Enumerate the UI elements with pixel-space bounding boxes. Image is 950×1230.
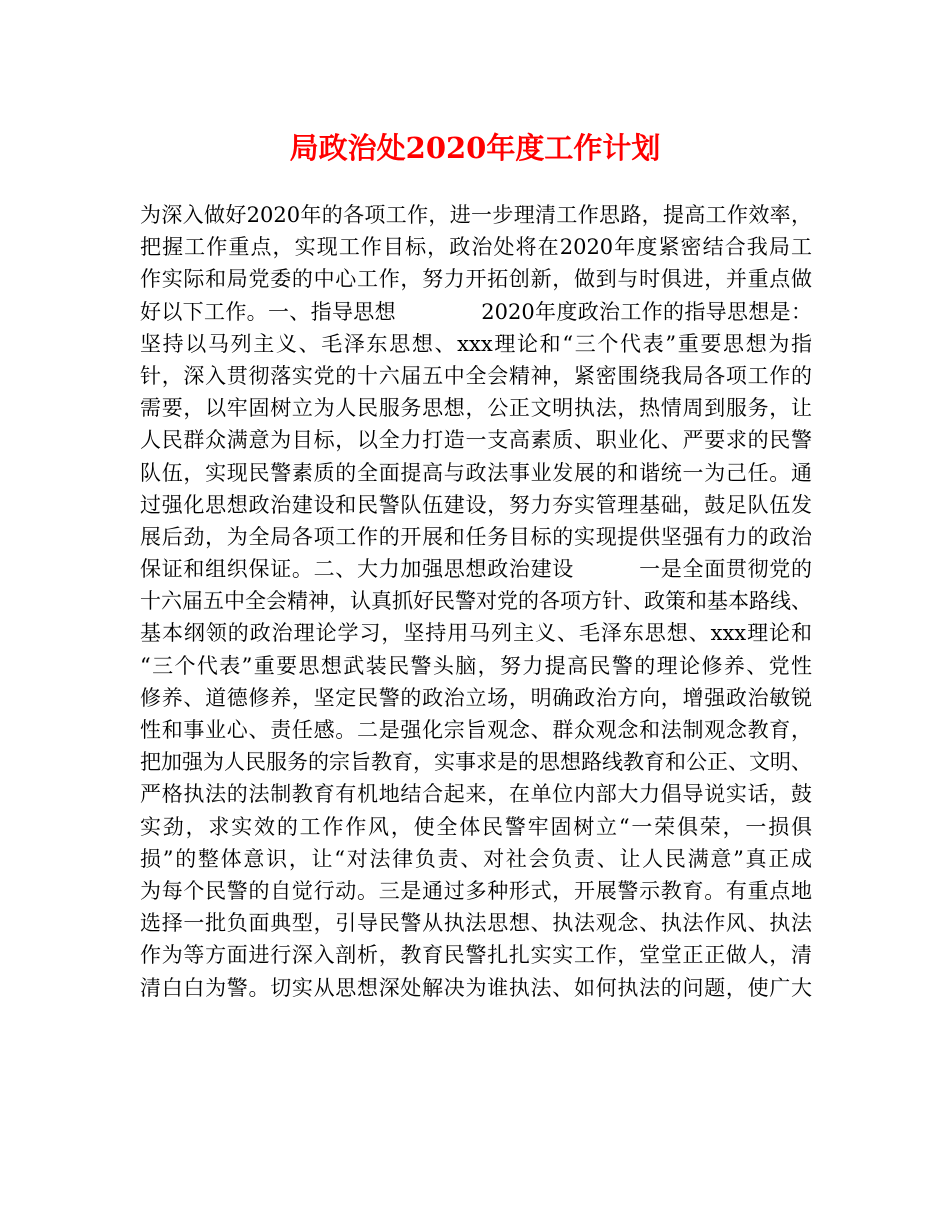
body-text-line: 实劲，求实效的工作作风，使全体民警牢固树立“一荣俱荣，一损俱	[140, 814, 812, 839]
document-body	[140, 199, 812, 1004]
body-text-line: 清白白为警。切实从思想深处解决为谁执法、如何执法的问题，使广大	[140, 975, 812, 1000]
body-text-line: 过强化思想政治建设和民警队伍建设，努力夯实管理基础，鼓足队伍发	[140, 492, 812, 517]
body-text-line: 选择一批负面典型，引导民警从执法思想、执法观念、执法作风、执法	[140, 911, 812, 936]
body-text-line: 损”的整体意识，让“对法律负责、对社会负责、让人民满意”真正成	[140, 846, 812, 871]
body-text-line: 保证和组织保证。二、大力加强思想政治建设 一是全面贯彻党的	[140, 557, 812, 582]
body-text-line: 为深入做好2020年的各项工作，进一步理清工作思路，提高工作效率，	[140, 203, 812, 227]
body-text-line: 坚持以马列主义、毛泽东思想、xxx理论和“三个代表”重要思想为指	[140, 331, 812, 356]
body-text-line: 队伍，实现民警素质的全面提高与政法事业发展的和谐统一为己任。通	[140, 460, 812, 485]
body-text-line: 展后劲，为全局各项工作的开展和任务目标的实现提供坚强有力的政治	[140, 524, 812, 549]
body-text-line: 性和事业心、责任感。二是强化宗旨观念、群众观念和法制观念教育，	[140, 718, 812, 742]
body-text-line: 人民群众满意为目标，以全力打造一支高素质、职业化、严要求的民警	[140, 428, 812, 453]
body-text-line: 严格执法的法制教育有机地结合起来，在单位内部大力倡导说实话，鼓	[140, 782, 812, 807]
body-text-line: 作实际和局党委的中心工作，努力开拓创新，做到与时俱进，并重点做	[140, 267, 812, 292]
body-text-line: 作为等方面进行深入剖析，教育民警扎扎实实工作，堂堂正正做人，清	[140, 943, 812, 968]
body-text-line: 修养、道德修养，坚定民警的政治立场，明确政治方向，增强政治敏锐	[140, 685, 812, 710]
body-text-line: 基本纲领的政治理论学习，坚持用马列主义、毛泽东思想、xxx理论和	[140, 621, 812, 646]
body-text-line: 为每个民警的自觉行动。三是通过多种形式，开展警示教育。有重点地	[140, 878, 812, 903]
body-text-line: 需要，以牢固树立为人民服务思想，公正文明执法，热情周到服务，让	[140, 396, 812, 421]
body-text-line: “三个代表”重要思想武装民警头脑，努力提高民警的理论修养、党性	[140, 653, 812, 678]
body-text-line: 十六届五中全会精神，认真抓好民警对党的各项方针、政策和基本路线、	[140, 589, 812, 614]
body-text-line: 把加强为人民服务的宗旨教育，实事求是的思想路线教育和公正、文明、	[140, 750, 812, 775]
body-text-line: 把握工作重点，实现工作目标，政治处将在2020年度紧密结合我局工	[140, 235, 812, 260]
body-text-line: 针，深入贯彻落实党的十六届五中全会精神，紧密围绕我局各项工作的	[140, 363, 812, 388]
body-text-line: 好以下工作。一、指导思想 2020年度政治工作的指导思想是：	[140, 299, 812, 324]
document-title: 局政治处2020年度工作计划	[289, 131, 661, 165]
